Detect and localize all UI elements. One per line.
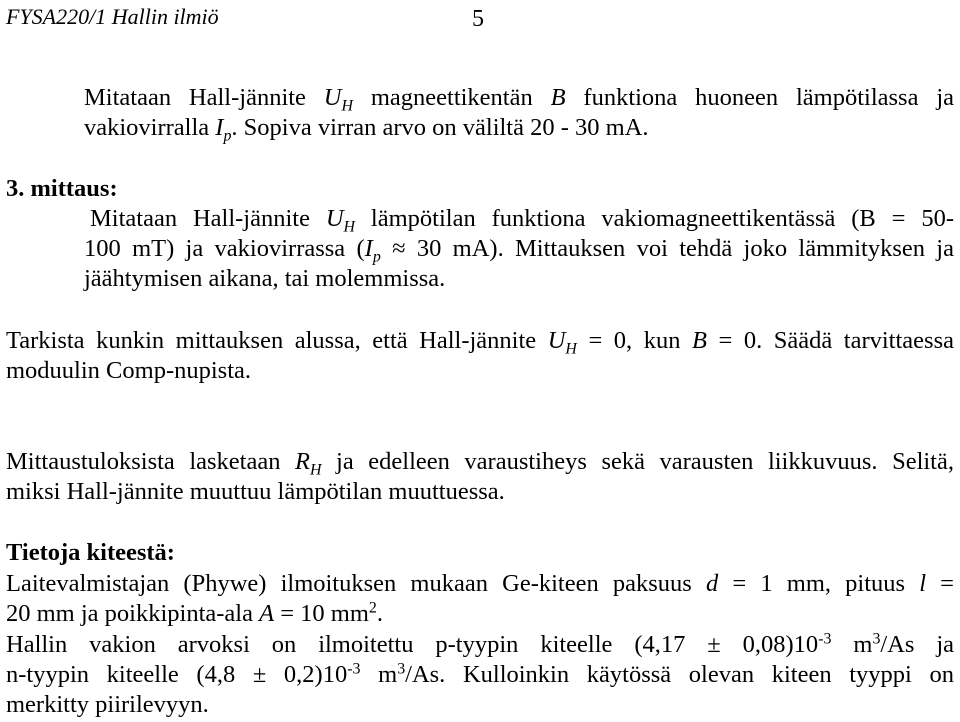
paragraph-line: merkitty piirilevyyn. xyxy=(6,691,209,718)
page-number: 5 xyxy=(472,6,484,32)
paragraph-line: Laitevalmistajan (Phywe) ilmoituksen mukaan Ge-kiteen paksuus d = 1 mm, pituus l = xyxy=(6,570,954,597)
paragraph-line: Mitataan Hall-jännite $U_H$ magneettikentän B funktiona huoneen lämpötilassa ja xyxy=(84,84,954,115)
paragraph-line: moduulin Comp-nupista. xyxy=(6,357,251,384)
paragraph-line: Tarkista kunkin mittauksen alussa, että Hall-jännite $U_H = 0$, kun B = 0. Säädä tarvittaessa xyxy=(6,327,954,358)
paragraph-line: Mittaustuloksista lasketaan $R_H$ ja edelleen varaustiheys sekä varausten liikkuvuus. Selitä, xyxy=(6,448,954,479)
paragraph-line: 100 mT) ja vakiovirrassa ($I_p \approx 30$ mA). Mittauksen voi tehdä joko lämmityksen ja xyxy=(84,235,954,266)
header-title: FYSA220/1 Hallin ilmiö xyxy=(6,4,219,29)
paragraph-line: 20 mm ja poikkipinta-ala A = 10 $mm^2$. xyxy=(6,599,383,627)
section-heading-crystal: Tietoja kiteestä: xyxy=(6,539,175,566)
paragraph-line: Hallin vakion arvoksi on ilmoitettu p-tyypin kiteelle $(4,17 \pm 0,08)10^{-3}$ $m^3/As$ ja xyxy=(6,630,955,658)
paragraph-line: n-tyypin kiteelle $(4,8 \pm 0,2)10^{-3}$ $m^3/As$. Kulloinkin käytössä olevan kiteen tyyppi on xyxy=(6,660,954,688)
paragraph-line: vakiovirralla $I_p$. Sopiva virran arvo on väliltä 20 - 30 mA. xyxy=(84,114,649,145)
paragraph-line: Mitataan Hall-jännite $U_H$ lämpötilan funktiona vakiomagneettikentässä (B = 50- xyxy=(90,205,954,236)
paragraph-line: jäähtymisen aikana, tai molemmissa. xyxy=(84,265,446,292)
paragraph-line: miksi Hall-jännite muuttuu lämpötilan muuttuessa. xyxy=(6,478,505,505)
section-heading-measure3: 3. mittaus: xyxy=(6,175,118,202)
